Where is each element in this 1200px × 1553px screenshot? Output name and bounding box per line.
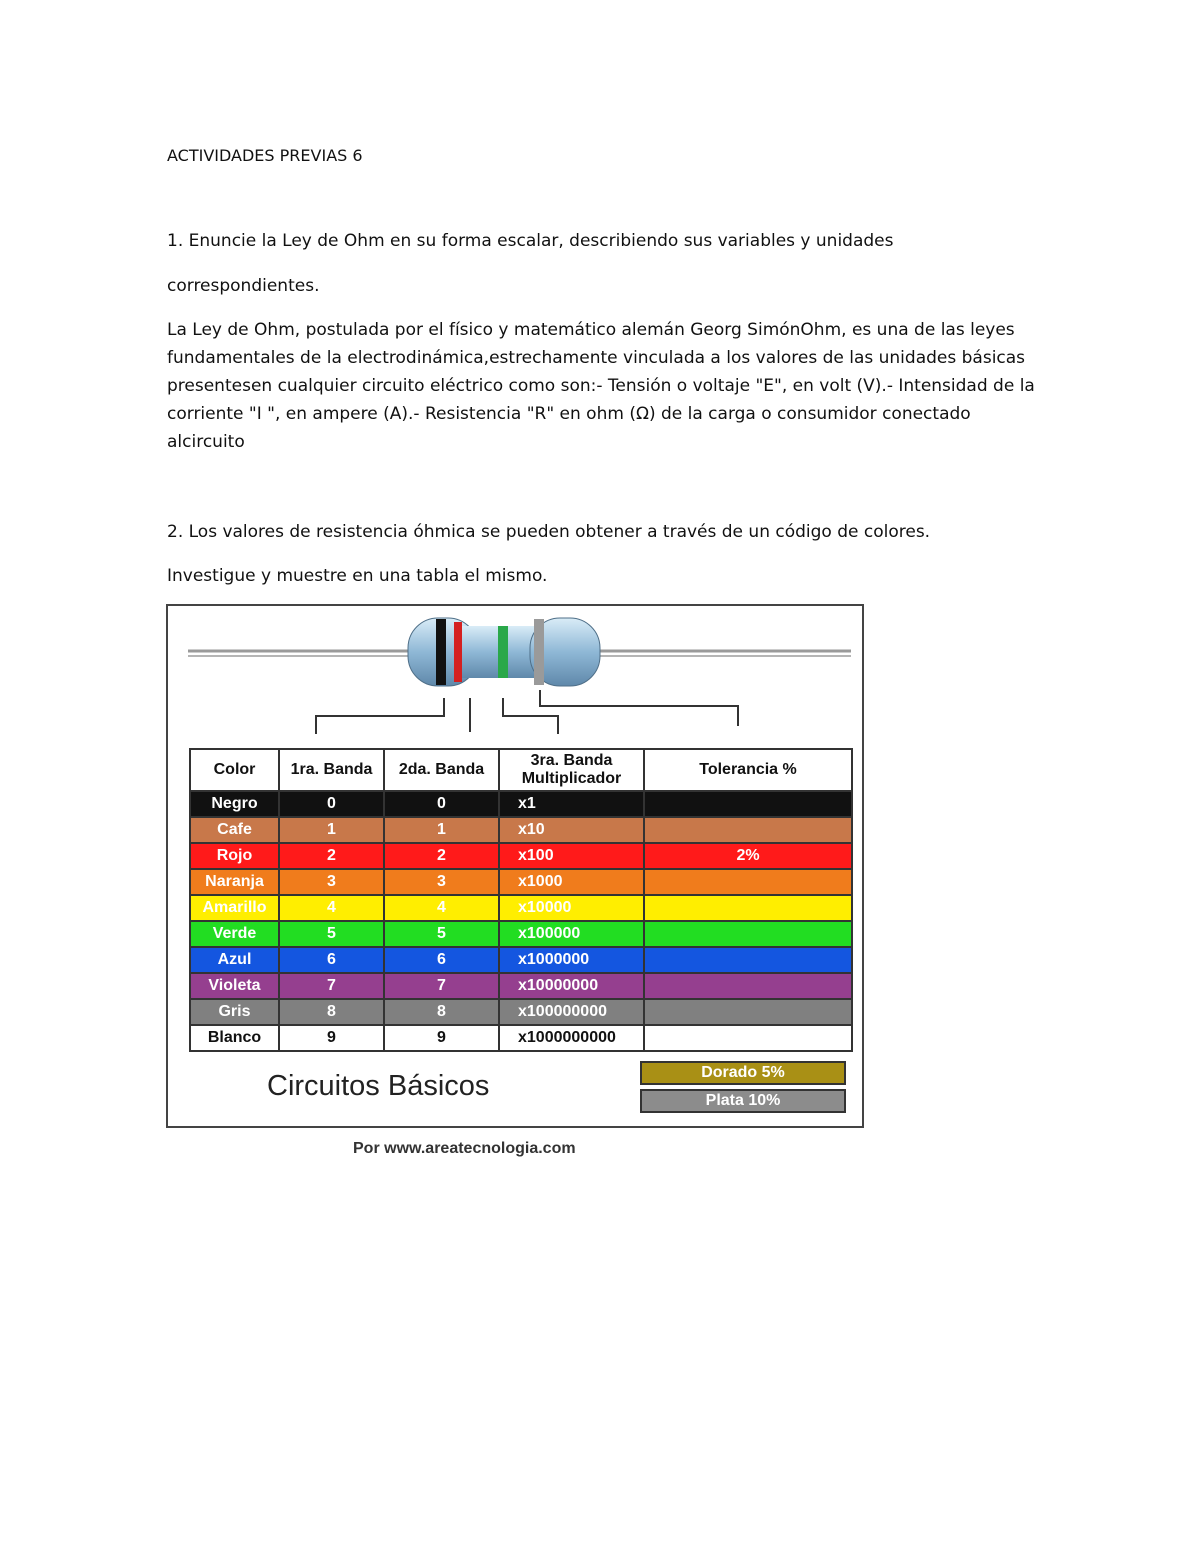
cell-band-1: 1 (279, 817, 384, 843)
header-color: Color (190, 749, 279, 791)
cell-color: Violeta (190, 973, 279, 999)
cell-band-2: 0 (384, 791, 499, 817)
cell-band-2: 2 (384, 843, 499, 869)
table-row (190, 817, 852, 843)
header-multiplier-line-2: Multiplicador (521, 770, 622, 787)
resistor-color-code-figure (166, 604, 864, 1128)
answer-1-paragraph: La Ley de Ohm, postulada por el físico y matemático alemán Georg SimónOhm, es una de las leyes fundamentales de la electrodinámica,estrechamente vinculada a los valores de las unidades básicas presentesen cualquier circuito eléctrico como son:- Tensión o voltaje "E", en volt (V).- Intensidad de la corriente "I ", en ampere (A).- Resistencia "R" en ohm (Ω) de la carga o consumidor conectado alcircuito (167, 320, 1035, 452)
table-row (190, 1025, 852, 1051)
header-band-2: 2da. Banda (384, 749, 499, 791)
cell-multiplier: x100000000 (499, 999, 644, 1025)
question-1-line-2: correspondientes. (167, 276, 320, 296)
cell-tolerance (644, 921, 852, 947)
cell-color: Blanco (190, 1025, 279, 1051)
brand-caption: Circuitos Básicos (267, 1070, 490, 1102)
table-row (190, 947, 852, 973)
table-row (190, 973, 852, 999)
cell-tolerance (644, 817, 852, 843)
header-multiplier-line-1: 3ra. Banda (530, 752, 613, 769)
cell-band-1: 4 (279, 895, 384, 921)
cell-band-1: 6 (279, 947, 384, 973)
table-row (190, 921, 852, 947)
cell-tolerance (644, 791, 852, 817)
cell-multiplier: x1000000 (499, 947, 644, 973)
cell-tolerance (644, 1025, 852, 1051)
cell-multiplier: x1 (499, 791, 644, 817)
table-row (190, 999, 852, 1025)
cell-color: Rojo (190, 843, 279, 869)
cell-tolerance (644, 895, 852, 921)
question-1-line-1: 1. Enuncie la Ley de Ohm en su forma escalar, describiendo sus variables y unidades (167, 231, 894, 251)
table-body (190, 791, 852, 1051)
cell-band-2: 3 (384, 869, 499, 895)
cell-band-1: 3 (279, 869, 384, 895)
cell-multiplier: x10000 (499, 895, 644, 921)
cell-band-1: 0 (279, 791, 384, 817)
cell-band-2: 6 (384, 947, 499, 973)
cell-tolerance (644, 973, 852, 999)
header-tolerance: Tolerancia % (644, 749, 852, 791)
cell-band-1: 7 (279, 973, 384, 999)
cell-color: Verde (190, 921, 279, 947)
cell-multiplier: x1000 (499, 869, 644, 895)
resistor-band-4 (534, 619, 544, 685)
question-2-line-1: 2. Los valores de resistencia óhmica se pueden obtener a través de un código de colores. (167, 522, 931, 542)
pointer-band-1 (316, 698, 444, 734)
cell-band-1: 5 (279, 921, 384, 947)
pointer-band-3 (503, 698, 558, 734)
cell-band-2: 8 (384, 999, 499, 1025)
cell-band-2: 7 (384, 973, 499, 999)
table-row (190, 895, 852, 921)
cell-tolerance (644, 999, 852, 1025)
page-title: ACTIVIDADES PREVIAS 6 (167, 146, 363, 165)
cell-band-1: 2 (279, 843, 384, 869)
cell-multiplier: x1000000000 (499, 1025, 644, 1051)
table-row (190, 843, 852, 869)
cell-band-2: 5 (384, 921, 499, 947)
resistor-band-3 (498, 626, 508, 678)
tolerance-plata: Plata 10% (640, 1089, 846, 1113)
cell-color: Amarillo (190, 895, 279, 921)
cell-band-2: 4 (384, 895, 499, 921)
image-credit: Por www.areatecnologia.com (353, 1140, 576, 1157)
table-row (190, 869, 852, 895)
cell-multiplier: x100000 (499, 921, 644, 947)
header-multiplier (499, 749, 644, 791)
cell-band-1: 9 (279, 1025, 384, 1051)
cell-color: Gris (190, 999, 279, 1025)
table-header-row (190, 749, 852, 791)
cell-color: Azul (190, 947, 279, 973)
cell-color: Naranja (190, 869, 279, 895)
cell-tolerance (644, 869, 852, 895)
cell-tolerance (644, 947, 852, 973)
pointer-band-4 (540, 690, 738, 726)
question-2-line-2: Investigue y muestre en una tabla el mismo. (167, 566, 548, 586)
resistor-band-2 (454, 622, 462, 682)
tolerance-dorado: Dorado 5% (640, 1061, 846, 1085)
resistor-band-1 (436, 619, 446, 685)
cell-band-2: 1 (384, 817, 499, 843)
cell-band-2: 9 (384, 1025, 499, 1051)
cell-multiplier: x100 (499, 843, 644, 869)
cell-multiplier: x10 (499, 817, 644, 843)
color-code-table (189, 748, 853, 1052)
cell-tolerance: 2% (644, 843, 852, 869)
cell-band-1: 8 (279, 999, 384, 1025)
table-row (190, 791, 852, 817)
cell-color: Negro (190, 791, 279, 817)
cell-color: Cafe (190, 817, 279, 843)
cell-multiplier: x10000000 (499, 973, 644, 999)
header-band-1: 1ra. Banda (279, 749, 384, 791)
resistor-illustration (168, 606, 864, 736)
